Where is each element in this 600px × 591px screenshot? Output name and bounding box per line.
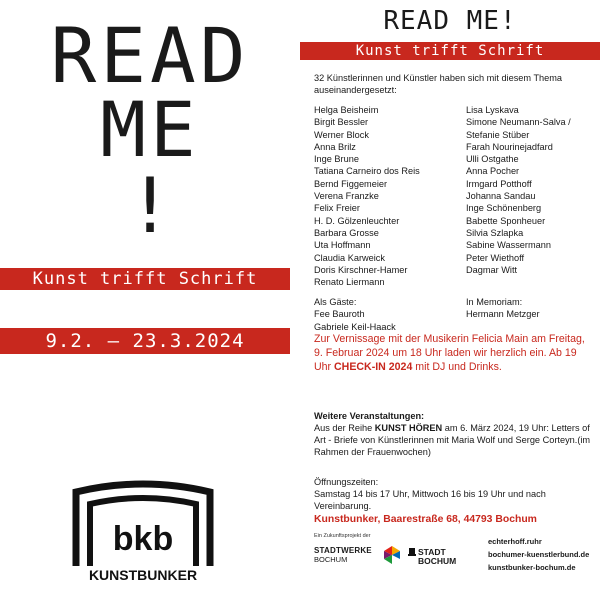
subtitle-text: Kunst trifft Schrift bbox=[32, 269, 258, 289]
further-events-heading: Weitere Veranstaltungen: bbox=[314, 411, 425, 421]
kunst-hoeren-label: KUNST HÖREN bbox=[374, 423, 443, 433]
artists-column-1 bbox=[314, 104, 420, 288]
stadtwerke-logo-text bbox=[314, 546, 372, 564]
checkin-label: CHECK-IN 2024 bbox=[334, 361, 413, 373]
guests-list bbox=[314, 296, 396, 333]
artist-name: Bernd Figgemeier bbox=[314, 178, 388, 189]
further-events bbox=[314, 410, 596, 458]
headline-read: READ bbox=[50, 11, 250, 100]
artist-name: Farah Nourinejadfard bbox=[466, 141, 553, 152]
artist-name: Tatiana Carneiro dos Reis bbox=[314, 166, 420, 177]
poster-right bbox=[300, 0, 600, 591]
artist-name: Claudia Karweick bbox=[314, 252, 385, 263]
dates-text: 9.2. – 23.3.2024 bbox=[45, 330, 245, 352]
artist-name: Inge Schönenberg bbox=[466, 203, 542, 214]
website-link[interactable]: bochumer-kuenstlerbund.de bbox=[488, 550, 590, 559]
memoriam-label: In Memoriam: bbox=[466, 297, 523, 307]
artist-name: Dagmar Witt bbox=[466, 264, 518, 275]
right-subtitle-band bbox=[300, 42, 600, 60]
artist-name: Verena Franzke bbox=[314, 191, 379, 202]
website-link[interactable]: echterhoff.ruhr bbox=[488, 537, 542, 546]
artist-name: Inge Brune bbox=[314, 154, 359, 165]
guests-label: Als Gäste: bbox=[314, 297, 357, 307]
stadtwerke-logo-icon bbox=[384, 546, 400, 564]
stadt-city: BOCHUM bbox=[418, 556, 457, 566]
artist-name: Uta Hoffmann bbox=[314, 240, 371, 251]
memoriam-name: Hermann Metzger bbox=[466, 309, 540, 320]
stadtwerke-name: STADTWERKE bbox=[314, 546, 372, 555]
stadt-bochum-logo-icon bbox=[408, 548, 416, 566]
artist-name: Doris Kirschner-Hamer bbox=[314, 264, 408, 275]
artist-name: Johanna Sandau bbox=[466, 191, 536, 202]
artist-name: Sabine Wassermann bbox=[466, 240, 551, 251]
headline-exclamation: ! bbox=[127, 161, 173, 250]
vernissage-announcement bbox=[314, 332, 596, 374]
artist-name: Helga Beisheim bbox=[314, 105, 379, 115]
kunstbunker-logo bbox=[70, 474, 216, 582]
right-subtitle-text: Kunst trifft Schrift bbox=[355, 43, 545, 59]
artist-name: Silvia Szlapka bbox=[466, 227, 524, 238]
website-link[interactable]: kunstbunker-bochum.de bbox=[488, 563, 576, 572]
guest-name: Fee Bauroth bbox=[314, 309, 365, 320]
further-events-pre: Aus der Reihe bbox=[314, 423, 373, 433]
memoriam-list bbox=[466, 296, 540, 321]
artist-name: Anna Brilz bbox=[314, 141, 356, 152]
address: Kunstbunker, Baarestraße 68, 44793 Bochum bbox=[314, 514, 537, 525]
artist-name: Irmgard Potthoff bbox=[466, 178, 532, 189]
stadt-label: STADT bbox=[418, 547, 446, 557]
logo-mark: bkb bbox=[112, 520, 174, 558]
vernissage-text: Zur Vernissage mit der Musikerin Felicia Main am Freitag, 9. Februar 2024 um 18 Uhr laden wir herzlich ein. Ab 19 Uhr bbox=[314, 333, 585, 373]
sponsor-caption: Ein Zukunftsprojekt der bbox=[314, 533, 371, 539]
artist-name: Anna Pocher bbox=[466, 166, 520, 177]
dates-band bbox=[0, 328, 290, 354]
opening-hours bbox=[314, 476, 596, 512]
artist-name: Renato Liermann bbox=[314, 277, 385, 288]
further-events-text: am 6. März 2024, 19 Uhr: Letters of Art - Briefe von Künstlerinnen mit Maria Wolf und Serge Corteyn.(im Rahmen der Frauenwochen) bbox=[314, 423, 591, 457]
headline-me: ME bbox=[100, 85, 200, 174]
vernissage-end: mit DJ und Drinks. bbox=[415, 361, 502, 373]
opening-hours-label: Öffnungszeiten: bbox=[314, 477, 379, 487]
artist-name: Lisa Lyskava bbox=[466, 105, 519, 115]
artist-name: Birgit Bessler bbox=[314, 117, 369, 128]
subtitle-band bbox=[0, 268, 290, 290]
artists-column-2 bbox=[466, 104, 571, 276]
website-links bbox=[488, 535, 589, 574]
artist-name: Peter Wiethoff bbox=[466, 252, 525, 263]
stadt-bochum-logo-text bbox=[418, 548, 456, 566]
artist-name: Babette Sponheuer bbox=[466, 215, 546, 226]
artist-name: Stefanie Stüber bbox=[466, 129, 530, 140]
artist-name: Felix Freier bbox=[314, 203, 360, 214]
artist-name: Ulli Ostgathe bbox=[466, 154, 519, 165]
artist-name: Simone Neumann-Salva / bbox=[466, 117, 571, 128]
opening-hours-text: Samstag 14 bis 17 Uhr, Mittwoch 16 bis 19 Uhr und nach Vereinbarung. bbox=[314, 489, 546, 511]
stadtwerke-city: BOCHUM bbox=[314, 555, 348, 564]
artist-name: Werner Block bbox=[314, 129, 369, 140]
intro-text: 32 Künstlerinnen und Künstler haben sich mit diesem Thema auseinandergesetzt: bbox=[314, 73, 563, 96]
right-title: READ ME! bbox=[383, 6, 517, 36]
artist-name: H. D. Gölzenleuchter bbox=[314, 215, 400, 226]
guest-name: Gabriele Keil-Haack bbox=[314, 321, 396, 332]
artist-name: Barbara Grosse bbox=[314, 227, 379, 238]
logo-name: KUNSTBUNKER bbox=[88, 567, 198, 582]
